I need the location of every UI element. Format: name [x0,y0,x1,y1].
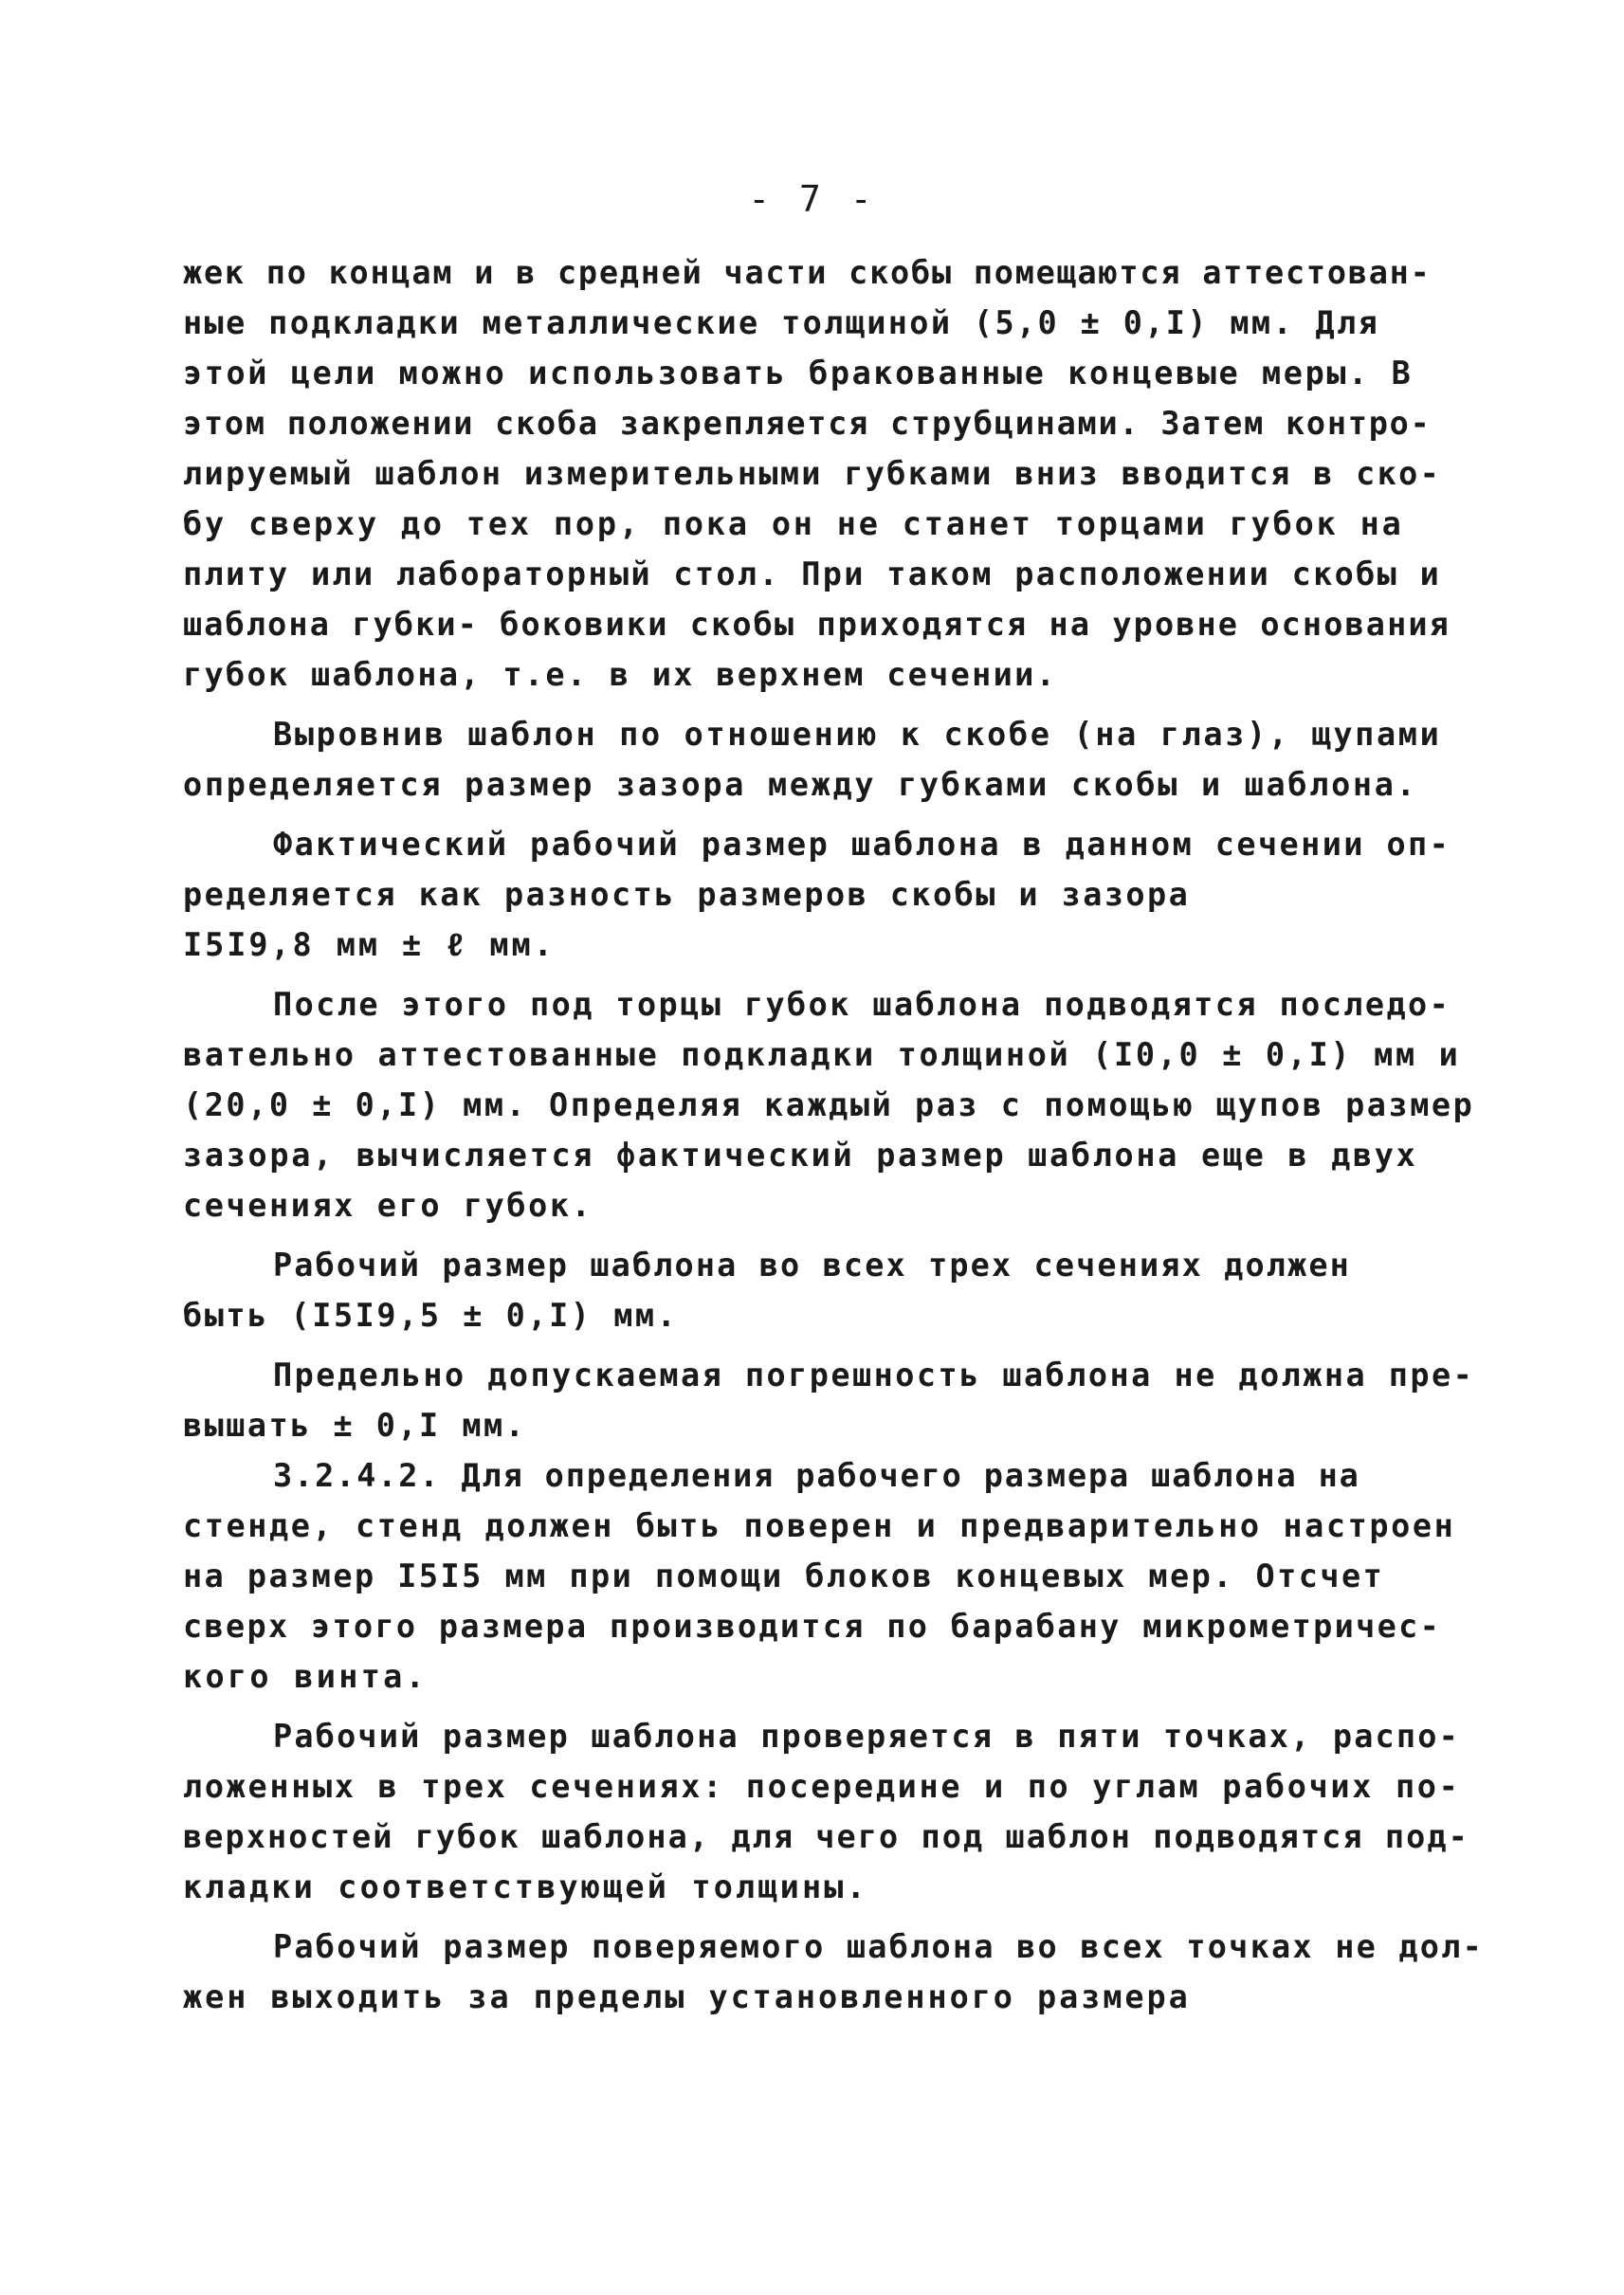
text-line: стенде, стенд должен быть поверен и предварительно настроен [183,1507,1456,1544]
text-line: этом положении скоба закрепляется струбцинами. Затем контро- [183,405,1432,442]
text-line: Рабочий размер шаблона во всех трех сечениях должен [273,1247,1351,1284]
text-line: сверх этого размера производится по барабану микрометричес- [183,1608,1442,1645]
text-line: Фактический рабочий размер шаблона в данном сечении оп- [273,826,1451,863]
text-line: вышать ± 0,I мм. [183,1407,527,1444]
text-line: жен выходить за пределы установленного размера [183,1978,1191,2015]
text-line: ные подкладки металлические толщиной (5,0 ± 0,I) мм. Для [183,304,1380,341]
text-line: губок шаблона, т.е. в их верхнем сечении. [183,656,1058,693]
text-line: (20,0 ± 0,I) мм. Определяя каждый раз с помощью щупов размер [183,1086,1475,1123]
text-line: плиту или лабораторный стол. При таком расположении скобы и [183,556,1442,592]
text-line: кого винта. [183,1658,429,1695]
text-line: жек по концам и в средней части скобы помещаются аттестован- [183,254,1432,291]
text-line: определяется размер зазора между губками скобы и шаблона. [183,766,1418,803]
text-line: быть (I5I9,5 ± 0,I) мм. [183,1297,679,1334]
text-line: вательно аттестованные подкладки толщиной (I0,0 ± 0,I) мм и [183,1036,1461,1073]
text-line: Выровнив шаблон по отношению к скобе (на глаз), щупами [273,716,1442,753]
text-line: Предельно допускаемая погрешность шаблона не должна пре- [273,1357,1475,1393]
page-number: - 7 - [748,178,876,220]
text-line: на размер I5I5 мм при помощи блоков концевых мер. Отсчет [183,1557,1385,1594]
text-line: верхностей губок шаблона, для чего под шаблон подводятся под- [183,1818,1469,1855]
text-line: После этого под торцы губок шаблона подводятся последо- [273,986,1451,1023]
text-line: шаблона губки- боковики скобы приходятся на уровне основания [183,606,1451,643]
text-line: Рабочий размер поверяемого шаблона во всех точках не дол- [273,1928,1485,1965]
text-line: этой цели можно использовать бракованные концевые меры. В [183,355,1414,392]
text-line: лируемый шаблон измерительными губками вниз вводится в ско- [183,455,1442,492]
text-line: зазора, вычисляется фактический размер шаблона еще в двух [183,1137,1418,1174]
text-line: I5I9,8 мм ± ℓ мм. [183,926,556,963]
text-line: сечениях его губок. [183,1187,593,1224]
text-line: бу сверху до тех пор, пока он не станет торцами губок на [183,505,1404,542]
text-line: ложенных в трех сечениях: посередине и по углам рабочих по- [183,1768,1461,1805]
text-line: Рабочий размер шаблона проверяется в пяти точках, распо- [273,1718,1460,1755]
text-line: 3.2.4.2. Для определения рабочего размера шаблона на [273,1457,1360,1494]
text-line: кладки соответствующей толщины. [183,1868,868,1905]
text-line: ределяется как разность размеров скобы и зазора [183,876,1191,913]
